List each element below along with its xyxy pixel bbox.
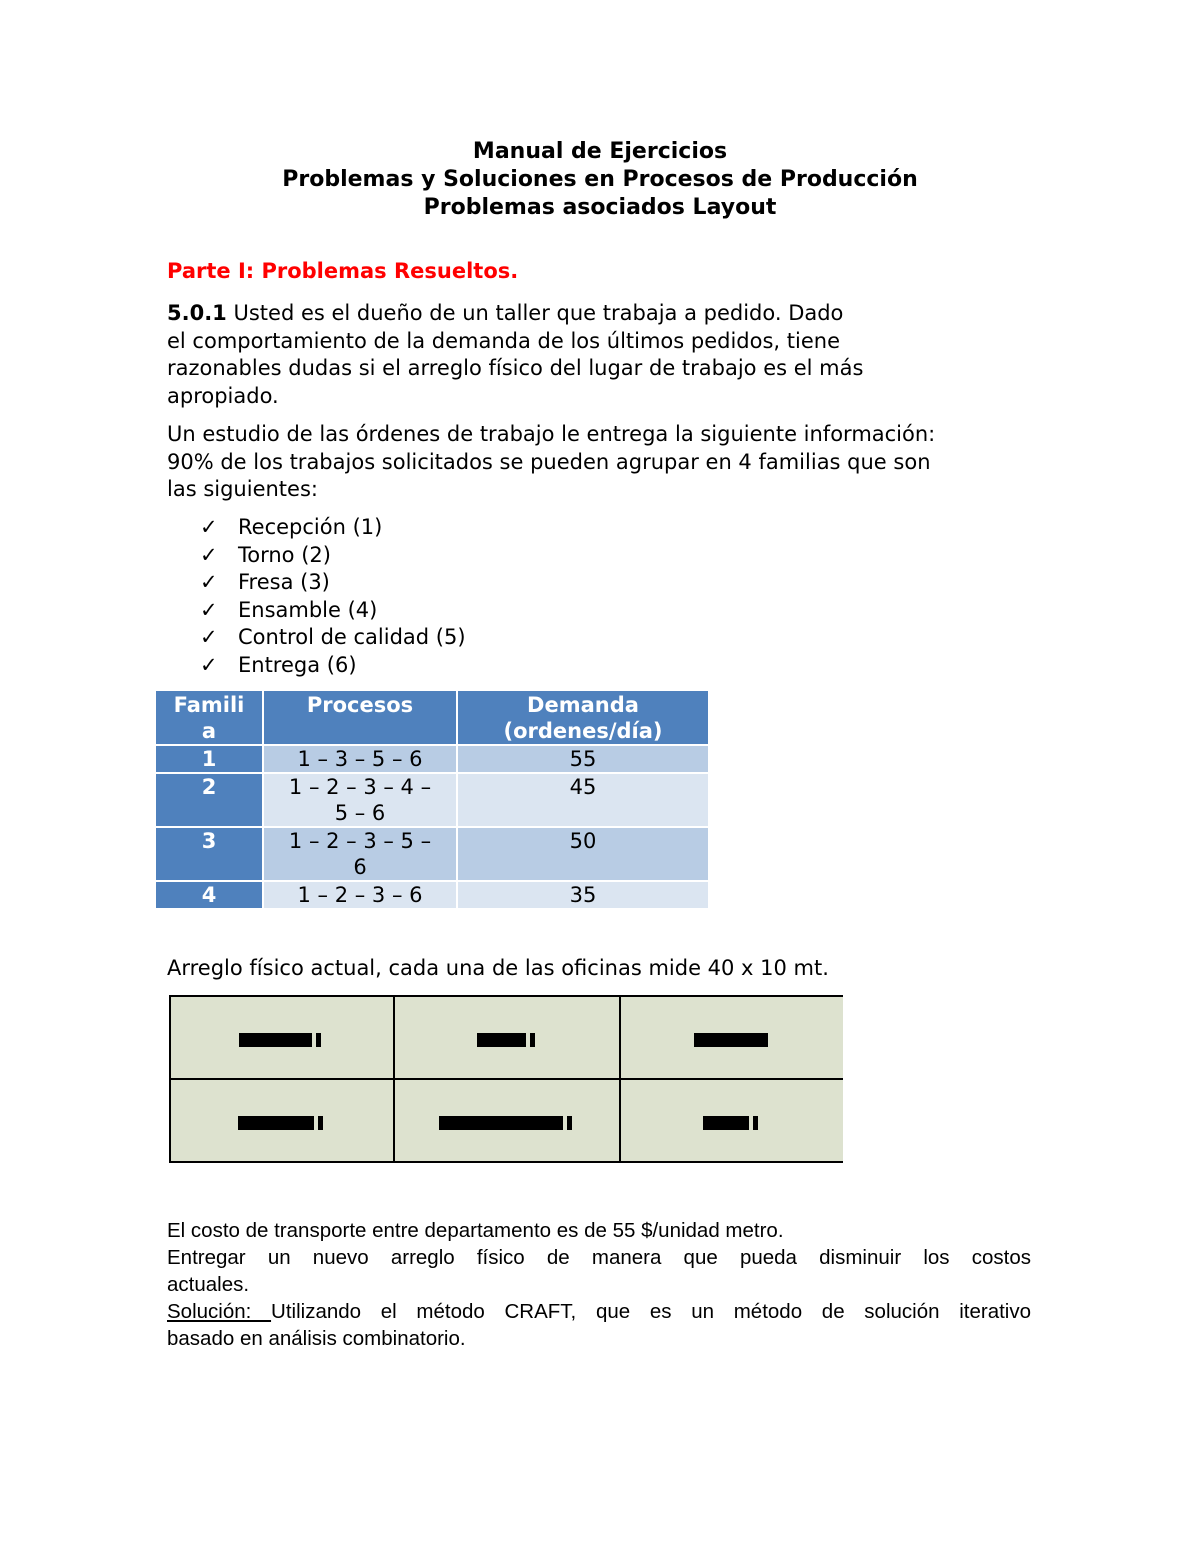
list-item: ✓ Entrega (6) — [200, 652, 466, 680]
header-process: Procesos — [264, 691, 458, 746]
check-icon: ✓ — [200, 515, 218, 539]
redacted-label — [238, 1116, 314, 1130]
table-header-row — [156, 691, 710, 746]
cost-line: El costo de transporte entre departamento es de 55 $/unidad metro. — [167, 1219, 784, 1242]
office-cell — [171, 1080, 395, 1161]
family-cell: 1 — [156, 746, 264, 774]
table-row — [156, 774, 710, 828]
title-line-1: Manual de Ejercicios — [472, 139, 728, 164]
demand-cell: 35 — [458, 882, 710, 910]
table-row — [156, 746, 710, 774]
solution-label: Solución: — [167, 1300, 272, 1323]
problem-number: 5.0.1 — [167, 301, 227, 325]
process-cell: 1 – 2 – 3 – 5 – 6 — [264, 828, 458, 882]
table-row — [156, 882, 710, 910]
redacted-label — [703, 1116, 749, 1130]
intro-text-1: Usted es el dueño de un taller que trabaja a pedido. Dado — [226, 301, 844, 325]
study-line-1: Un estudio de las órdenes de trabajo le entrega la siguiente información: — [167, 422, 936, 446]
part-heading: Parte I: Problemas Resueltos. — [167, 259, 519, 283]
office-cell — [171, 997, 395, 1080]
family-cell: 4 — [156, 882, 264, 910]
study-line-3: las siguientes: — [167, 477, 318, 501]
process-cell: 1 – 3 – 5 – 6 — [264, 746, 458, 774]
office-cell — [395, 1080, 621, 1161]
intro-line-3: razonables dudas si el arreglo físico del lugar de trabajo es el más — [167, 356, 864, 380]
solution-line-2: basado en análisis combinatorio. — [167, 1327, 466, 1350]
deliver-line-1: Entregar un nuevo arreglo físico de manera que pueda disminuir los costos — [167, 1246, 1031, 1269]
study-line-2: 90% de los trabajos solicitados se pueden agrupar en 4 familias que son — [167, 449, 931, 474]
family-cell: 2 — [156, 774, 264, 828]
problem-intro — [167, 300, 1047, 410]
office-cell — [395, 997, 621, 1080]
intro-line-4: apropiado. — [167, 383, 279, 408]
family-table — [156, 691, 710, 910]
redacted-label — [477, 1033, 526, 1047]
arrangement-caption: Arreglo físico actual, cada una de las oficinas mide 40 x 10 mt. — [167, 956, 829, 980]
document-title — [0, 138, 1200, 222]
title-line-3: Problemas asociados Layout — [423, 195, 777, 220]
redacted-label — [239, 1033, 312, 1047]
office-layout-grid — [169, 995, 843, 1163]
list-item: ✓ Fresa (3) — [200, 569, 466, 597]
solution-text-1: Utilizando el método CRAFT, que es un método de solución iterativo — [271, 1300, 1032, 1323]
header-demand: Demanda (ordenes/día) — [458, 691, 710, 746]
list-item: ✓ Control de calidad (5) — [200, 624, 466, 652]
deliver-line-2: actuales. — [167, 1273, 250, 1296]
header-family: Famili a — [156, 691, 264, 746]
solution-line-1 — [167, 1298, 1031, 1325]
process-cell: 1 – 2 – 3 – 4 – 5 – 6 — [264, 774, 458, 828]
redacted-label — [694, 1033, 768, 1047]
office-cell — [621, 997, 843, 1080]
process-cell: 1 – 2 – 3 – 6 — [264, 882, 458, 910]
family-cell: 3 — [156, 828, 264, 882]
title-line-2: Problemas y Soluciones en Procesos de Producción — [282, 167, 918, 192]
department-list — [200, 514, 466, 679]
intro-line-2: el comportamiento de la demanda de los últimos pedidos, tiene — [167, 328, 840, 353]
intro-line-1 — [167, 300, 1047, 328]
check-icon: ✓ — [200, 625, 218, 649]
redacted-label — [439, 1116, 563, 1130]
list-item: ✓ Torno (2) — [200, 542, 466, 570]
list-item: ✓ Ensamble (4) — [200, 597, 466, 625]
demand-cell: 45 — [458, 774, 710, 828]
office-cell — [621, 1080, 843, 1161]
check-icon: ✓ — [200, 570, 218, 594]
study-paragraph — [167, 421, 1047, 504]
check-icon: ✓ — [200, 597, 218, 622]
demand-cell: 50 — [458, 828, 710, 882]
closing-section — [167, 1217, 1031, 1352]
check-icon: ✓ — [200, 542, 218, 567]
demand-cell: 55 — [458, 746, 710, 774]
check-icon: ✓ — [200, 652, 218, 677]
list-item: ✓ Recepción (1) — [200, 514, 466, 542]
table-row — [156, 828, 710, 882]
